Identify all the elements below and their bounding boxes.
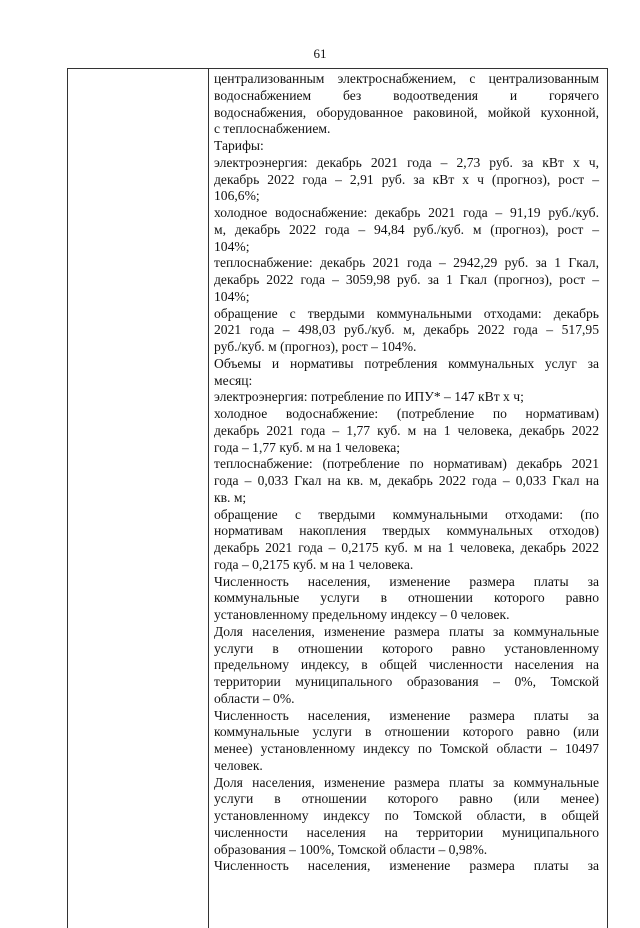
text-line: года – 0,2175 куб. м на 1 человека. <box>214 556 414 572</box>
text-line: с теплоснабжением. <box>214 121 331 137</box>
text-line: декабрь 2021 года – 1,77 куб. м на 1 человека, декабрь 2022 <box>214 422 599 438</box>
text-line: водоснабжением без водоотведения и горячего <box>214 87 599 103</box>
page-number: 61 <box>313 46 327 61</box>
text-line: территории муниципального образования – 0%, Томской <box>214 674 599 689</box>
text-line: электроэнергия: потребление по ИПУ* – 147 кВт х ч; <box>214 389 524 405</box>
text-line: предельному индексу, в общей численности населения на <box>214 657 599 673</box>
text-line: Доля населения, изменение размера платы за коммунальные <box>214 623 599 639</box>
text-line: 2021 года – 498,03 руб./куб. м, декабрь 2022 года – 517,95 <box>214 322 599 338</box>
text-line: года – 0,033 Гкал на кв. м, декабрь 2022 года – 0,033 Гкал на <box>214 473 599 488</box>
text-line: 104%; <box>214 288 250 304</box>
text-line: Численность населения, изменение размера платы за <box>214 858 599 874</box>
text-line: централизованным электроснабжением, с централизованным <box>214 71 599 86</box>
table-text-cell <box>209 69 607 928</box>
text-line: холодное водоснабжение: (потребление по нормативам) <box>214 406 599 421</box>
text-line: декабрь 2022 года – 2,91 руб. за кВт х ч (прогноз), рост – <box>214 171 599 187</box>
text-line: услуги в отношении которого равно (или менее) <box>214 791 599 807</box>
text-line: Численность населения, изменение размера платы за <box>214 707 599 723</box>
text-line: кв. м; <box>214 489 247 505</box>
text-line: Численность населения, изменение размера платы за <box>214 573 599 589</box>
text-line: образования – 100%, Томской области – 0,98%. <box>214 841 488 857</box>
text-line: Тарифы: <box>214 138 264 153</box>
text-line: Доля населения, изменение размера платы за коммунальные <box>214 774 599 790</box>
text-line: нормативам накопления твердых коммунальных отходов) <box>214 523 599 539</box>
text-line: 104%; <box>214 238 250 254</box>
text-line: года – 1,77 куб. м на 1 человека; <box>214 439 401 455</box>
text-line: Объемы и нормативы потребления коммунальных услуг за <box>214 355 599 371</box>
text-line: области – 0%. <box>214 690 295 706</box>
text-line: м, декабрь 2022 года – 94,84 руб./куб. м (прогноз), рост – <box>214 221 599 237</box>
text-line: электроэнергия: декабрь 2021 года – 2,73 руб. за кВт х ч, <box>214 154 599 170</box>
text-line: декабрь 2021 года – 0,2175 куб. м на 1 человека, декабрь 2022 <box>214 540 599 555</box>
text-line: услуги в отношении которого равно установленному <box>214 640 599 656</box>
text-line: обращение с твердыми коммунальными отходами: декабрь <box>214 305 599 321</box>
text-line: установленному индексу по Томской области, в общей <box>214 808 599 823</box>
text-line: теплоснабжение: (потребление по нормативам) декабрь 2021 <box>214 456 599 472</box>
text-line: руб./куб. м (прогноз), рост – 104%. <box>214 339 417 354</box>
text-line: водоснабжения, оборудованное раковиной, мойкой кухонной, <box>214 104 599 120</box>
text-line: менее) установленному индексу по Томской области – 10497 <box>214 741 599 756</box>
text-line: 106,6%; <box>214 188 260 204</box>
text-line: установленному предельному индексу – 0 человек. <box>214 607 510 622</box>
text-line: декабрь 2022 года – 3059,98 руб. за 1 Гкал (прогноз), рост – <box>214 272 599 287</box>
text-line: коммунальные услуги в отношении которого равно (или <box>214 724 599 740</box>
text-line: коммунальные услуги в отношении которого равно <box>214 590 599 606</box>
document-table <box>67 68 608 928</box>
text-line: обращение с твердыми коммунальными отходами: (по <box>214 506 599 522</box>
text-line: холодное водоснабжение: декабрь 2021 года – 91,19 руб./куб. <box>214 205 599 220</box>
text-line: теплоснабжение: декабрь 2021 года – 2942,29 руб. за 1 Гкал, <box>214 255 599 271</box>
table-left-cell <box>68 69 209 928</box>
text-line: человек. <box>214 757 263 773</box>
text-line: месяц: <box>214 372 253 388</box>
text-line: численности населения на территории муниципального <box>214 824 599 840</box>
